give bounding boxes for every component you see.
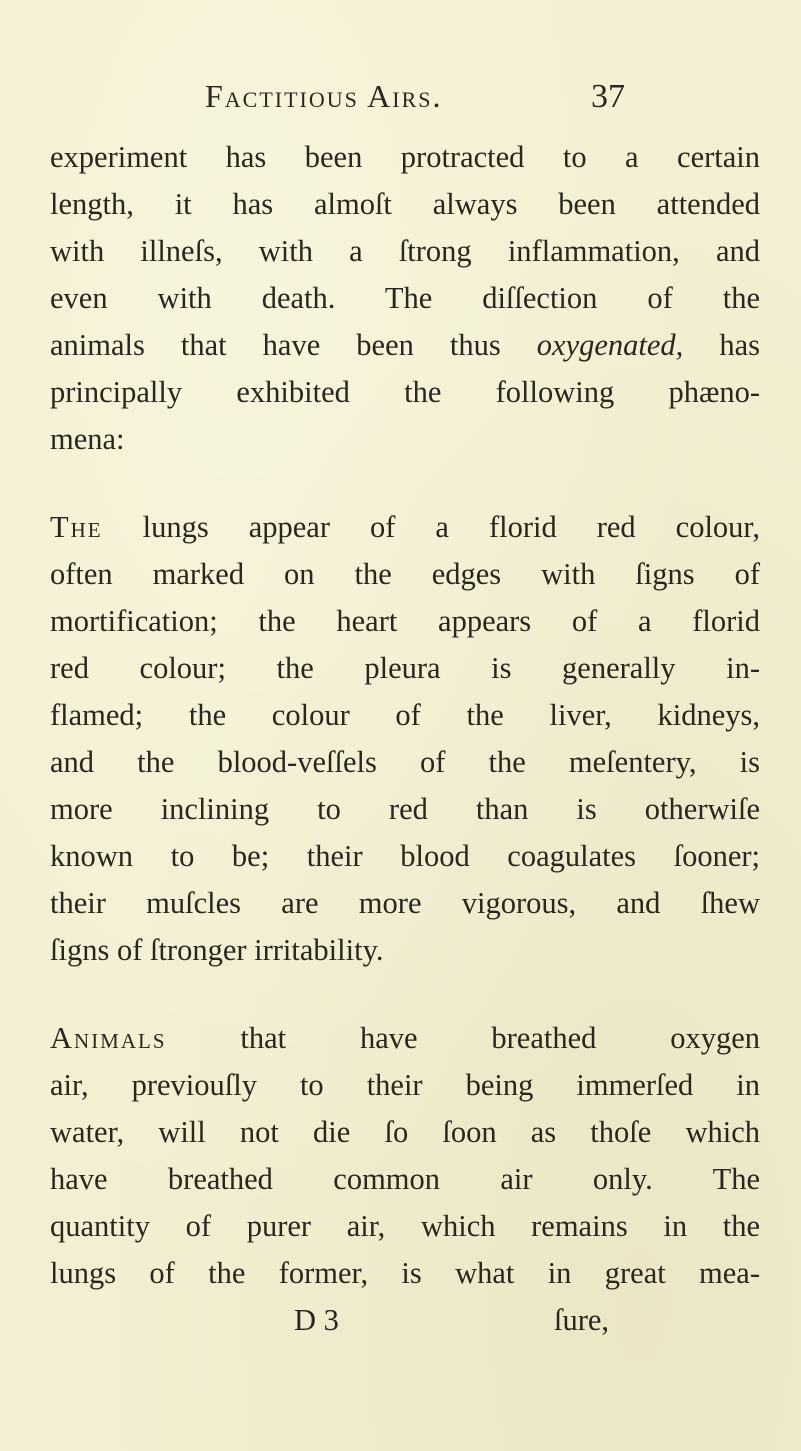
- text-line: mena:: [50, 422, 125, 456]
- text-line: their muſcles are more vigorous, and ſhew: [50, 886, 760, 920]
- text-line: ſigns of ſtronger irritability.: [50, 933, 384, 967]
- signature-mark: D 3: [294, 1303, 339, 1337]
- text-line: often marked on the edges with ſigns of: [50, 557, 760, 591]
- text-segment: has: [683, 328, 760, 362]
- catchword: ſure,: [554, 1303, 610, 1337]
- text-line: red colour; the pleura is generally in-: [50, 651, 760, 685]
- text-line: experiment has been protracted to a certain: [50, 140, 760, 174]
- text-line: known to be; their blood coagulates ſooner;: [50, 839, 760, 873]
- text-line: more inclining to red than is otherwiſe: [50, 792, 760, 826]
- text-line: and the blood-veſſels of the meſentery, is: [50, 745, 760, 779]
- text-segment: that have breathed oxygen: [166, 1021, 760, 1055]
- text-line: lungs of the former, is what in great mea-: [50, 1256, 760, 1290]
- italic-term: oxygenated,: [536, 328, 684, 362]
- text-line: [50, 322, 760, 369]
- text-segment: lungs appear of a florid red colour,: [102, 510, 760, 544]
- text-line: with illneſs, with a ſtrong inflammation, and: [50, 234, 760, 268]
- text-line: [50, 504, 760, 551]
- text-line: water, will not die ſo ſoon as thoſe which: [50, 1115, 760, 1149]
- text-line: flamed; the colour of the liver, kidneys,: [50, 698, 760, 732]
- lead-word: Animals: [50, 1021, 167, 1055]
- text-line: mortification; the heart appears of a florid: [50, 604, 760, 638]
- text-line: principally exhibited the following phæno-: [50, 375, 760, 409]
- text-line: have breathed common air only. The: [50, 1162, 760, 1196]
- page-footer: [50, 1297, 760, 1344]
- paragraph-spacer: [50, 463, 760, 504]
- paragraph-2: [50, 504, 760, 974]
- paragraph-spacer: [50, 974, 760, 1015]
- text-line: air, previouſly to their being immerſed in: [50, 1068, 760, 1102]
- text-line: even with death. The diſſection of the: [50, 281, 760, 315]
- page-number: 37: [591, 78, 625, 115]
- paragraph-3: [50, 1015, 760, 1297]
- text-line: [50, 1015, 760, 1062]
- paragraph-1: [50, 134, 760, 463]
- text-line: quantity of purer air, which remains in the: [50, 1209, 760, 1243]
- text-line: length, it has almoſt always been attended: [50, 187, 760, 221]
- lead-word: The: [50, 510, 103, 544]
- body-text: [50, 134, 760, 1344]
- text-segment: animals that have been thus: [50, 328, 537, 362]
- page-header: [205, 78, 625, 128]
- running-head: Factitious Airs.: [205, 78, 443, 114]
